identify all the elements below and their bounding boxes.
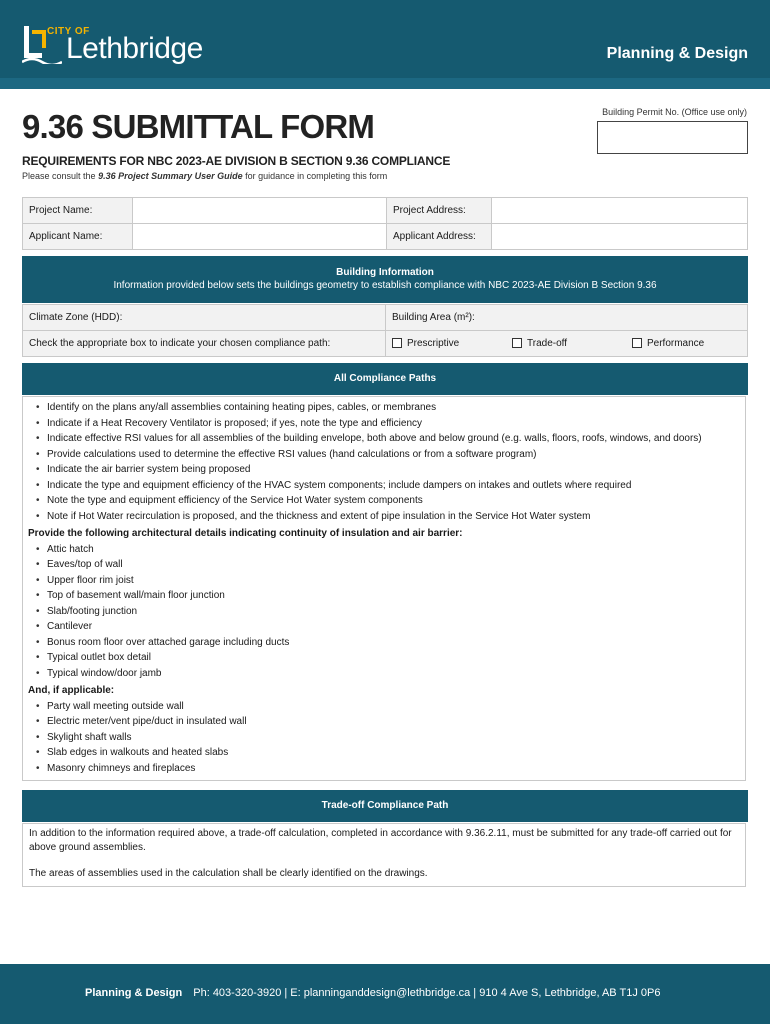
page-header [0,0,770,89]
table-row [23,198,748,224]
form-title: 9.36 SUBMITTAL FORM [22,108,375,145]
footer-department: Planning & Design [85,987,183,999]
list-item: • Indicate if a Heat Recovery Ventilator is proposed; if yes, note the type and efficiency [47,416,745,432]
list-item: • Attic hatch [47,542,745,558]
project-info-table [22,197,748,250]
header-department: Planning & Design [606,45,748,62]
list-item: • Party wall meeting outside wall [47,699,745,715]
project-name-label: Project Name: [23,198,133,224]
consult-suffix: for guidance in completing this form [242,171,388,181]
all-paths-panel [22,396,746,781]
tradeoff-drawings-note: The areas of assemblies used in the calculation shall be clearly identified on the drawings. [29,868,428,879]
permit-number-label: Building Permit No. (Office use only) [602,107,747,117]
building-info-heading: Building Information [336,267,434,278]
footer-contact-info: Ph: 403-320-3920 | E: planninganddesign@lethbridge.ca | 910 4 Ave S, Lethbridge, AB T1J 0P6 [193,987,661,999]
list-item: • Skylight shaft walls [47,730,745,746]
prescriptive-label: Prescriptive [407,338,460,349]
prescriptive-checkbox[interactable] [392,338,402,348]
tradeoff-checkbox[interactable] [512,338,522,348]
performance-checkbox[interactable] [632,338,642,348]
list-item: • Bonus room floor over attached garage including ducts [47,635,745,651]
performance-label: Performance [647,338,705,349]
tradeoff-header [22,790,748,822]
list-item: • Typical outlet box detail [47,650,745,666]
list-item: • Identify on the plans any/all assemblies containing heating pipes, cables, or membranes [47,400,745,416]
list-item: • Indicate effective RSI values for all assemblies of the building envelope, both above and below ground (e.g. walls, floors, roofs, windows, and doors) [47,431,745,447]
list-item: • Indicate the air barrier system being proposed [47,462,745,478]
all-paths-list [23,400,745,524]
applicant-address-field[interactable] [492,224,748,250]
logo-city-name: Lethbridge [66,32,203,65]
requirements-heading: REQUIREMENTS FOR NBC 2023-AE DIVISION B SECTION 9.36 COMPLIANCE [22,154,451,168]
building-area-field[interactable] [386,305,748,331]
project-address-label: Project Address: [387,198,492,224]
project-name-field[interactable] [133,198,387,224]
architectural-details-list [23,542,745,682]
architectural-details-heading: Provide the following architectural details indicating continuity of insulation and air barrier: [28,528,463,539]
list-item: • Note if Hot Water recirculation is proposed, and the thickness and extent of pipe insulation in the Service Hot Water system [47,509,745,525]
list-item: • Slab/footing junction [47,604,745,620]
consult-prefix: Please consult the [22,171,99,181]
list-item: • Masonry chimneys and fireplaces [47,761,745,777]
list-item: • Typical window/door jamb [47,666,745,682]
if-applicable-heading: And, if applicable: [28,685,115,696]
all-paths-header [22,363,748,395]
table-row [23,331,748,357]
user-guide-link[interactable]: 9.36 Project Summary User Guide [98,171,243,181]
list-item: • Indicate the type and equipment efficiency of the HVAC system components; include dampers on intakes and outlets where required [47,478,745,494]
tradeoff-panel [22,823,746,887]
applicant-address-label: Applicant Address: [387,224,492,250]
building-info-header [22,256,748,303]
header-rule [0,78,770,89]
applicant-name-field[interactable] [133,224,387,250]
page-footer [0,964,770,1024]
list-item: • Slab edges in walkouts and heated slabs [47,745,745,761]
list-item: • Eaves/top of wall [47,557,745,573]
table-row [23,224,748,250]
building-area-label: Building Area (m²): [392,312,475,323]
climate-zone-field[interactable] [23,305,386,331]
building-info-table [22,304,748,357]
project-address-field[interactable] [492,198,748,224]
prescriptive-option[interactable] [386,331,507,357]
table-row [23,305,748,331]
list-item: • Top of basement wall/main floor junction [47,588,745,604]
list-item: • Electric meter/vent pipe/duct in insulated wall [47,714,745,730]
tradeoff-heading: Trade-off Compliance Path [321,800,449,811]
list-item: • Provide calculations used to determine the effective RSI values (hand calculations or from a software program) [47,447,745,463]
building-info-description: Information provided below sets the buildings geometry to establish compliance with NBC 2023-AE Division B Section 9.36 [113,280,657,291]
all-paths-heading: All Compliance Paths [333,373,437,384]
tradeoff-paragraph: In addition to the information required above, a trade-off calculation, completed in accordance with 9.36.2.11, must be submitted for any trade-off carried out for above ground assemblies. [29,828,732,853]
performance-option[interactable] [626,331,748,357]
list-item: • Cantilever [47,619,745,635]
list-item: • Note the type and equipment efficiency of the Service Hot Water system components [47,493,745,509]
logo-city-of: CITY OF [47,26,90,37]
consult-note [22,171,387,181]
climate-zone-label: Climate Zone (HDD): [29,312,123,323]
tradeoff-label: Trade-off [527,338,568,349]
permit-number-field[interactable] [597,121,748,154]
tradeoff-option[interactable] [506,331,626,357]
footer-contact [85,987,660,999]
city-logo [22,22,222,70]
applicant-name-label: Applicant Name: [23,224,133,250]
compliance-path-label: Check the appropriate box to indicate your chosen compliance path: [23,331,386,357]
list-item: • Upper floor rim joist [47,573,745,589]
if-applicable-list [23,699,745,777]
